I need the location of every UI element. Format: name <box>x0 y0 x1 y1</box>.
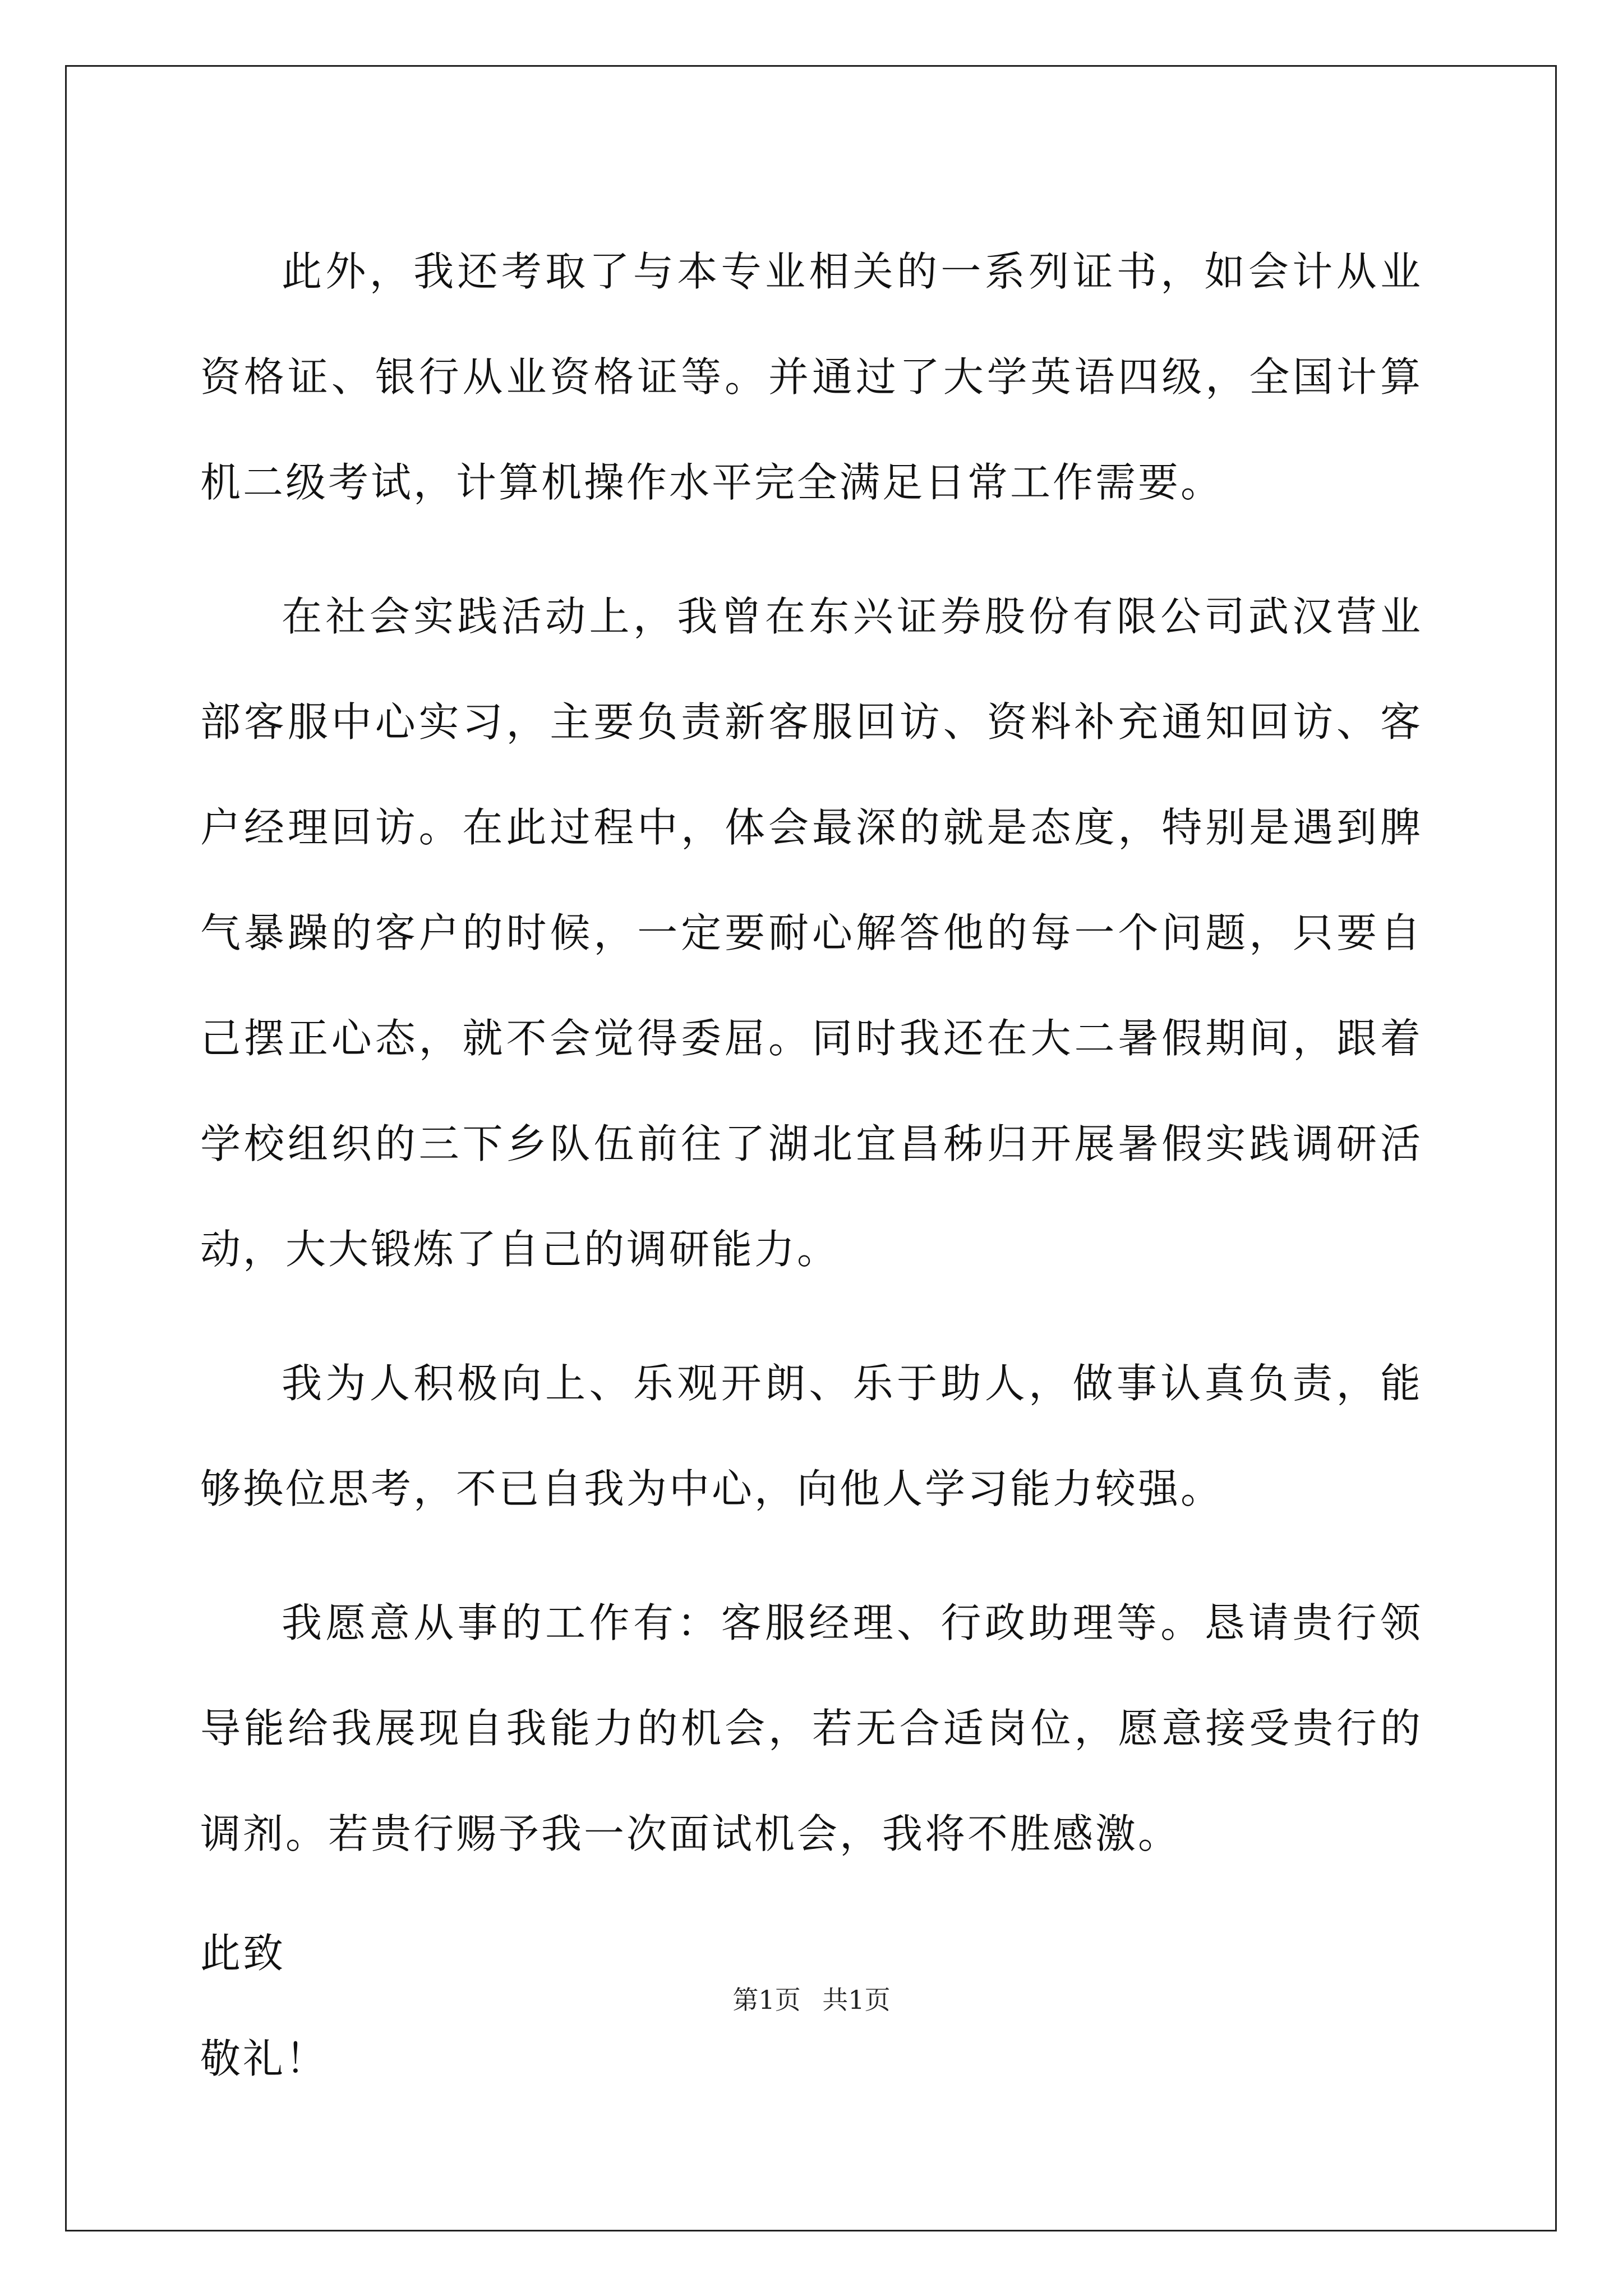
letter-body <box>200 219 1423 2126</box>
paragraph-certificates: 此外，我还考取了与本专业相关的一系列证书，如会计从业资格证、银行从业资格证等。并通过了大学英语四级，全国计算机二级考试，计算机操作水平完全满足日常工作需要。 <box>200 248 1423 506</box>
closing-regards: 敬礼！ <box>200 2035 329 2082</box>
paragraph-social-practice: 在社会实践活动上，我曾在东兴证券股份有限公司武汉营业部客服中心实习，主要负责新客服回访、资料补充通知回访、客户经理回访。在此过程中，体会最深的就是态度，特别是遇到脾气暴躁的客户的时候，一定要耐心解答他的每一个问题，只要自己摆正心态，就不会觉得委屈。同时我还在大二暑假期间，跟着学校组织的三下乡队伍前往了湖北宜昌秭归开展暑假实践调研活动，大大锻炼了自己的调研能力。 <box>200 593 1423 1273</box>
closing-salutation: 此致 <box>200 1930 286 1977</box>
page-footer: 第1页 共1页 <box>732 1985 891 2015</box>
paragraph-job-intent: 我愿意从事的工作有：客服经理、行政助理等。恳请贵行领导能给我展现自我能力的机会，若无合适岗位，愿意接受贵行的调剂。若贵行赐予我一次面试机会，我将不胜感激。 <box>200 1599 1423 1857</box>
paragraph-personality: 我为人积极向上、乐观开朗、乐于助人，做事认真负责，能够换位思考，不已自我为中心，向他人学习能力较强。 <box>200 1360 1423 1512</box>
